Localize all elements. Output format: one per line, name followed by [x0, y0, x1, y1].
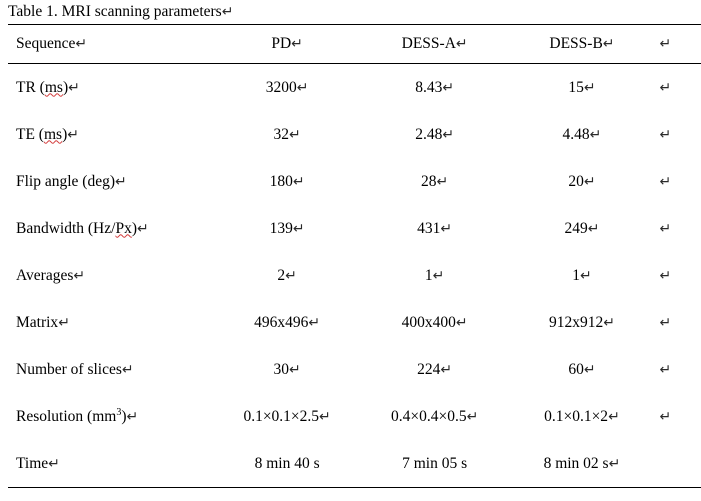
cell-dess-b	[508, 252, 655, 299]
pilcrow-mark: ↵	[68, 80, 80, 96]
column-header-dess-a-label: DESS-A	[401, 35, 456, 52]
cell-value: 400x400	[401, 313, 456, 331]
pilcrow-mark: ↵	[659, 127, 672, 143]
pilcrow-mark: ↵	[587, 221, 600, 237]
pilcrow-mark: ↵	[48, 456, 60, 472]
pilcrow-mark: ↵	[583, 362, 596, 378]
column-header-dess-b-label: DESS-B	[549, 35, 603, 52]
table-caption	[8, 2, 233, 22]
pilcrow-mark: ↵	[126, 410, 139, 426]
cell-value: 8.43	[415, 78, 443, 96]
cell-value: 8 min 40 s	[254, 454, 320, 472]
cell-value: 431	[417, 219, 441, 237]
cell-dess-a	[361, 205, 509, 252]
cell-value: 8 min 02 s	[543, 454, 609, 472]
cell-value: 7 min 05 s	[402, 454, 468, 472]
row-label	[8, 346, 213, 393]
row-label	[8, 158, 213, 205]
row-label-text: Averages	[16, 266, 74, 284]
row-label: TR (ms)↵	[16, 78, 80, 96]
cell-dess-a	[361, 111, 509, 158]
cell-value: 60	[568, 360, 584, 378]
column-header-sequence-label: Sequence	[16, 35, 76, 52]
cell-dess-b	[508, 205, 655, 252]
column-header-dess-a	[361, 25, 509, 64]
cell-dess-b	[508, 393, 655, 440]
table-header-row	[8, 25, 701, 64]
cell-value: 249	[564, 219, 588, 237]
pilcrow-mark: ↵	[659, 362, 672, 378]
cell-cutoff	[655, 346, 701, 393]
pilcrow-mark: ↵	[288, 127, 301, 143]
table-row	[8, 64, 701, 112]
pilcrow-mark: ↵	[608, 456, 621, 472]
column-header-sequence	[8, 25, 213, 64]
pilcrow-mark: ↵	[292, 174, 305, 190]
cell-dess-a	[361, 64, 509, 112]
row-label-text: Matrix	[16, 313, 59, 331]
pilcrow-mark: ↵	[137, 221, 149, 237]
column-header-dess-b	[508, 25, 655, 64]
cell-cutoff	[655, 111, 701, 158]
cell-value: 0.4×0.4×0.5	[390, 407, 467, 425]
table-row	[8, 299, 701, 346]
pilcrow-mark: ↵	[121, 362, 134, 378]
pilcrow-mark: ↵	[659, 409, 672, 425]
cell-cutoff	[655, 64, 701, 112]
cell-value: 0.1×0.1×2.5	[243, 407, 320, 425]
cell-pd	[213, 252, 361, 299]
cell-pd	[213, 299, 361, 346]
cell-cutoff	[655, 440, 701, 488]
cell-value: 1	[424, 266, 433, 284]
cell-dess-a	[361, 346, 509, 393]
pilcrow-mark: ↵	[579, 268, 592, 284]
row-label: Bandwidth (Hz/Px)↵	[16, 219, 149, 237]
row-label-text: Number of slices	[16, 360, 122, 378]
cell-pd	[213, 158, 361, 205]
cell-dess-a	[361, 299, 509, 346]
pilcrow-mark: ↵	[659, 221, 672, 237]
table-head	[8, 25, 701, 64]
pilcrow-mark: ↵	[288, 362, 301, 378]
table-row	[8, 440, 701, 488]
cell-value: 224	[417, 360, 441, 378]
cell-value: 0.1×0.1×2	[544, 407, 609, 425]
cell-cutoff	[655, 393, 701, 440]
cell-value: 1	[572, 266, 580, 284]
table-row	[8, 393, 701, 440]
row-label: Resolution $(mm^3)↵$	[16, 406, 139, 426]
cell-value: 912x912	[548, 313, 604, 331]
pilcrow-mark: ↵	[583, 174, 596, 190]
pilcrow-mark: ↵	[67, 127, 79, 143]
pilcrow-mark: ↵	[221, 5, 234, 20]
cell-value: 20	[568, 172, 584, 190]
column-header-pd	[213, 25, 361, 64]
cell-value: 32	[273, 125, 289, 143]
pilcrow-mark: ↵	[608, 409, 620, 425]
table-caption-text: Table 1. MRI scanning parameters	[8, 3, 222, 20]
pilcrow-mark: ↵	[603, 315, 615, 331]
pilcrow-mark: ↵	[285, 268, 297, 284]
pilcrow-mark: ↵	[440, 362, 453, 378]
table-row	[8, 111, 701, 158]
cell-cutoff	[655, 205, 701, 252]
cell-value: 2.48	[415, 125, 443, 143]
pilcrow-mark: ↵	[436, 174, 449, 190]
pilcrow-mark: ↵	[442, 80, 455, 96]
cell-pd	[213, 393, 361, 440]
cell-cutoff	[655, 299, 701, 346]
pilcrow-mark: ↵	[659, 174, 672, 190]
pilcrow-mark: ↵	[73, 268, 86, 284]
cell-dess-b	[508, 346, 655, 393]
cell-dess-b	[508, 299, 655, 346]
pilcrow-mark: ↵	[583, 80, 596, 96]
cell-dess-a	[361, 158, 509, 205]
pilcrow-mark: ↵	[659, 37, 672, 52]
pilcrow-mark: ↵	[455, 37, 468, 52]
cell-dess-a	[361, 252, 509, 299]
cell-value: 2	[277, 266, 286, 284]
pilcrow-mark: ↵	[440, 221, 453, 237]
cell-pd	[213, 346, 361, 393]
cell-pd	[213, 440, 361, 488]
row-label	[8, 299, 213, 346]
pilcrow-mark: ↵	[432, 268, 445, 284]
row-label-text: Time	[16, 454, 49, 472]
table-row	[8, 252, 701, 299]
mri-parameters-table	[8, 24, 701, 488]
cell-pd	[213, 111, 361, 158]
pilcrow-mark: ↵	[659, 315, 672, 331]
pilcrow-mark: ↵	[466, 409, 479, 425]
table-row	[8, 158, 701, 205]
pilcrow-mark: ↵	[292, 221, 305, 237]
cell-value: 4.48	[562, 125, 590, 143]
cell-cutoff	[655, 252, 701, 299]
pilcrow-mark: ↵	[296, 80, 309, 96]
cell-dess-a	[361, 440, 509, 488]
pilcrow-mark: ↵	[58, 315, 70, 331]
cell-dess-b	[508, 158, 655, 205]
row-label	[8, 252, 213, 299]
pilcrow-mark: ↵	[455, 315, 468, 331]
cell-value: 139	[269, 219, 293, 237]
cell-pd	[213, 64, 361, 112]
cell-value: 30	[273, 360, 289, 378]
cell-pd	[213, 205, 361, 252]
pilcrow-mark: ↵	[442, 127, 455, 143]
column-header-cutoff	[655, 25, 701, 64]
cell-dess-b	[508, 64, 655, 112]
row-label	[8, 440, 213, 488]
pilcrow-mark: ↵	[589, 127, 602, 143]
pilcrow-mark: ↵	[75, 37, 88, 52]
table-body	[8, 64, 701, 488]
pilcrow-mark: ↵	[602, 37, 615, 52]
cell-dess-a	[361, 393, 509, 440]
cell-cutoff	[655, 158, 701, 205]
cell-value: 3200	[265, 78, 297, 96]
pilcrow-mark: ↵	[115, 174, 127, 190]
cell-dess-b	[508, 111, 655, 158]
row-label: TE (ms)↵	[16, 125, 79, 143]
pilcrow-mark: ↵	[308, 315, 321, 331]
pilcrow-mark: ↵	[659, 80, 672, 96]
column-header-pd-label: PD	[271, 35, 292, 52]
cell-value: 496x496	[254, 313, 309, 331]
pilcrow-mark: ↵	[659, 268, 672, 284]
row-label-text: Flip angle (deg)	[16, 172, 116, 190]
cell-value: 180	[269, 172, 293, 190]
table-row	[8, 346, 701, 393]
table-row	[8, 205, 701, 252]
cell-value: 15	[568, 78, 584, 96]
pilcrow-mark: ↵	[319, 409, 331, 425]
pilcrow-mark: ↵	[291, 37, 303, 52]
cell-value: 28	[421, 172, 437, 190]
cell-dess-b	[508, 440, 655, 488]
